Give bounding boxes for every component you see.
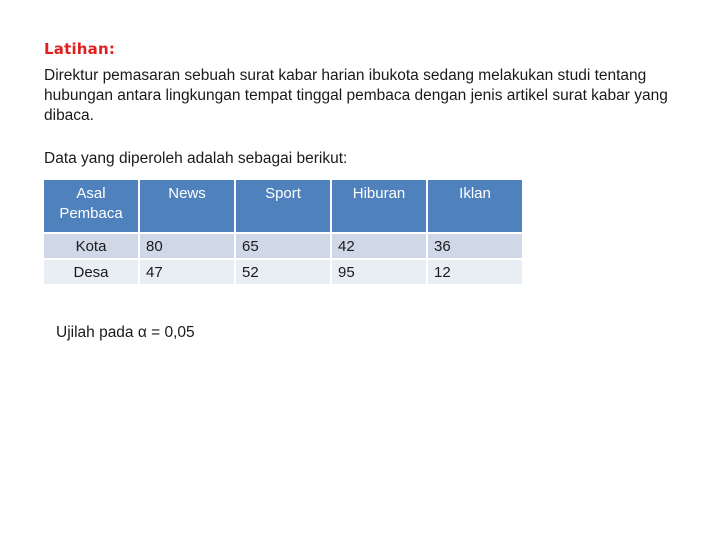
significance-note: Ujilah pada α = 0,05 [56,324,195,341]
table-cell: 65 [236,234,330,258]
column-header-asal-pembaca: Asal Pembaca [44,180,138,232]
column-header-iklan: Iklan [428,180,522,232]
table-header-row [44,180,522,232]
description-paragraph: Direktur pemasaran sebuah surat kabar harian ibukota sedang melakukan studi tentang hubungan antara lingkungan tempat tinggal pembaca dengan jenis artikel surat kabar yang dibaca. [44,67,668,124]
table-cell: 36 [428,234,522,258]
row-label-kota: Kota [44,234,138,258]
table-cell: 42 [332,234,426,258]
column-header-news: News [140,180,234,232]
row-label-desa: Desa [44,260,138,284]
table-row [44,234,522,258]
table-cell: 52 [236,260,330,284]
table-cell: 95 [332,260,426,284]
table-cell: 80 [140,234,234,258]
column-header-sport: Sport [236,180,330,232]
table-cell: 47 [140,260,234,284]
data-intro-text: Data yang diperoleh adalah sebagai berikut: [44,150,348,167]
data-table [42,178,524,286]
page-title: Latihan: [44,40,116,58]
table-cell: 12 [428,260,522,284]
table-row [44,260,522,284]
column-header-hiburan: Hiburan [332,180,426,232]
